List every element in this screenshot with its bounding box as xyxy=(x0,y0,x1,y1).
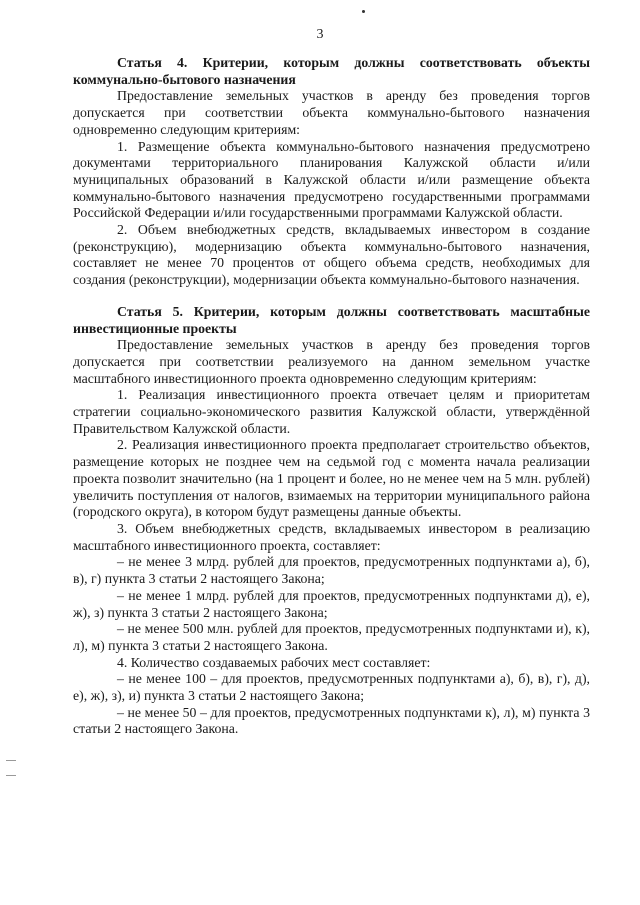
ink-dot xyxy=(362,10,365,13)
margin-mark xyxy=(6,760,16,761)
article-5-list-item: – не менее 100 – для проектов, предусмотренных подпунктами а), б), в), г), д), е), ж), з), и) пункта 3 статьи 2 настоящего Закона; xyxy=(73,671,590,704)
article-4-paragraph: Предоставление земельных участков в аренду без проведения торгов допускается при соответствии объекта коммунально-бытового назначения одновременно следующим критериям: xyxy=(73,88,590,137)
article-4-paragraph: 1. Размещение объекта коммунально-бытового назначения предусмотрено документами территориального планирования Калужской области и/или муниципальных образований в Калужской области и/или размещение объекта коммунально-бытового назначения предусмотрено государственными программами Российской Федерации и/или государственными программами Калужской области. xyxy=(73,138,590,221)
margin-mark xyxy=(6,775,16,776)
article-5-list-item: – не менее 500 млн. рублей для проектов, предусмотренных подпунктами и), к), л), м) пункта 3 статьи 2 настоящего Закона. xyxy=(73,621,590,653)
page-number: 3 xyxy=(316,27,324,42)
article-5-heading: Статья 5. Критерии, которым должны соответствовать масштабные инвестиционные проекты xyxy=(73,303,590,336)
article-5-paragraph: 2. Реализация инвестиционного проекта предполагает строительство объектов, размещение которых не позднее чем на седьмой год с момента начала реализации проекта позволит значительно (на 1 процент и более, но не менее чем на 5 млн. рублей) увеличить поступления от налогов, взимаемых на территории муниципального района (городского округа), в котором будут размещены данные объекты. xyxy=(73,437,590,520)
article-5-paragraph: 4. Количество создаваемых рабочих мест составляет: xyxy=(117,654,431,670)
article-5-paragraph: 1. Реализация инвестиционного проекта отвечает целям и приоритетам стратегии социально-экономического развития Калужской области, утверждённой Правительством Калужской области. xyxy=(73,387,590,436)
article-5-paragraph: Предоставление земельных участков в аренду без проведения торгов допускается при соответствии реализуемого на данном земельном участке масштабного инвестиционного проекта одновременно следующим критериям: xyxy=(73,337,590,386)
section-gap xyxy=(73,289,590,304)
article-4-paragraph: 2. Объем внебюджетных средств, вкладываемых инвестором в создание (реконструкцию), модернизацию объекта коммунально-бытового назначения, составляет не менее 70 процентов от общего объема средств, необходимых для создания (реконструкции), модернизации объекта коммунально-бытового назначения. xyxy=(73,222,590,288)
article-4-heading: Статья 4. Критерии, которым должны соответствовать объекты коммунально-бытового назначения xyxy=(73,55,590,87)
article-5-list-item: – не менее 3 млрд. рублей для проектов, предусмотренных подпунктами а), б), в), г) пункта 3 статьи 2 настоящего Закона; xyxy=(73,554,590,587)
article-5-list-item: – не менее 1 млрд. рублей для проектов, предусмотренных подпунктами д), е), ж), з) пункта 3 статьи 2 настоящего Закона; xyxy=(73,587,590,620)
article-5-paragraph: 3. Объем внебюджетных средств, вкладываемых инвестором в реализацию масштабного инвестиционного проекта, составляет: xyxy=(73,520,590,553)
article-5-list-item: – не менее 50 – для проектов, предусмотренных подпунктами к), л), м) пункта 3 статьи 2 настоящего Закона. xyxy=(73,704,590,737)
document-body xyxy=(73,55,590,738)
